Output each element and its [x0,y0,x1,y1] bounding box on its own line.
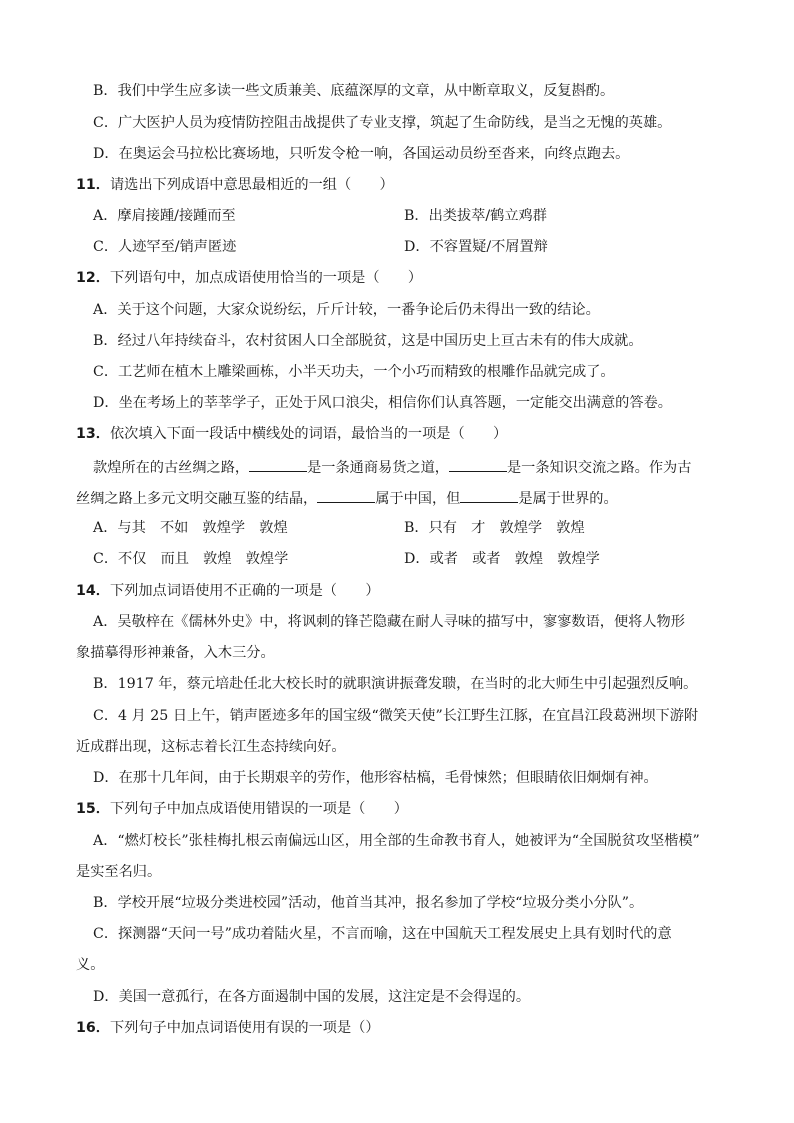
q12-option-a: A．关于这个问题，大家众说纷纭，斤斤计较，一番争论后仍未得出一致的结论。 [93,302,600,318]
q14-option-a-line-1: A．吴敬梓在《儒林外史》中，将讽刺的锋芒隐藏在耐人寻味的描写中，寥寥数语，便将人物形 [93,614,685,630]
question-11 [76,176,394,194]
question-13 [76,425,507,443]
q13-option-c: C．不仅 而且 敦煌 敦煌学 [93,551,289,567]
question-number: 15． [76,801,110,817]
q11-option-c: C．人迹罕至/销声匿迹 [93,239,237,255]
q15-option-b: B．学校开展“垃圾分类进校园”活动，他首当其冲，报名参加了学校“垃圾分类小分队”。 [93,895,644,911]
q14-option-a-line-2: 象描摹得形神兼备，入木三分。 [76,645,275,661]
fill-blank [317,488,375,503]
fill-blank [249,457,307,472]
q11-option-a: A．摩肩接踵/接踵而至 [93,208,236,224]
q12-option-b: B．经过八年持续奋斗，农村贫困人口全部脱贫，这是中国历史上亘古未有的伟大成就。 [93,333,643,349]
fill-blank [449,457,507,472]
q11-option-d: D．不容置疑/不屑置辩 [404,239,548,255]
q12-option-c: C．工艺师在植木上雕梁画栋，小半天功夫，一个小巧而精致的根雕作品就完成了。 [93,364,615,380]
question-stem: 下列句子中加点词语使用有误的一项是（） [109,1020,380,1036]
question-14 [76,582,380,600]
question-number: 11． [76,177,110,193]
question-15 [76,800,408,818]
passage-text: 丝绸之路上多元文明交融互鉴的结晶， [76,491,318,507]
q13-passage-line-2 [76,488,618,508]
fill-blank [460,488,518,503]
question-number: 16． [76,1020,110,1036]
question-stem: 下列语句中，加点成语使用恰当的一项是（ ） [109,270,423,286]
q11-option-b: B．出类拔萃/鹤立鸡群 [404,208,547,224]
q15-option-a-line-1: A．“燃灯校长”张桂梅扎根云南偏远山区，用全部的生命教书育人，她被评为“全国脱贫攻坚楷模” [93,833,700,849]
q15-option-c-line-2: 义。 [76,957,105,973]
option-d-prev: D．在奥运会马拉松比赛场地，只听发令枪一响，各国运动员纷至沓来，向终点跑去。 [93,146,630,162]
q15-option-c-line-1: C．探测器“天问一号”成功着陆火星，不言而喻，这在中国航天工程发展史上具有划时代的意 [93,926,672,942]
q13-option-d: D．或者 或者 敦煌 敦煌学 [404,551,600,567]
q13-passage-line-1 [93,457,691,477]
q14-option-b: B．1917 年，蔡元培赴任北大校长时的就职演讲振聋发聩，在当时的北大师生中引起强烈反响。 [93,676,698,692]
passage-text: 是一条通商易货之道， [307,460,449,476]
question-number: 13． [76,426,110,442]
question-stem: 请选出下列成语中意思最相近的一组（ ） [109,177,394,193]
passage-text: 属于中国，但 [375,491,461,507]
q14-option-d: D．在那十几年间，由于长期艰辛的劳作，他形容枯槁，毛骨悚然；但眼睛依旧炯炯有神。 [93,770,658,786]
passage-text: 是一条知识交流之路。作为古 [506,460,692,476]
question-12 [76,269,422,287]
q15-option-a-line-2: 是实至名归。 [76,864,162,880]
question-number: 14． [76,583,110,599]
option-c-prev: C．广大医护人员为疫情防控阻击战提供了专业支撑，筑起了生命防线，是当之无愧的英雄。 [93,115,672,131]
question-16 [76,1019,380,1037]
q12-option-d: D．坐在考场上的莘莘学子，正处于风口浪尖，相信你们认真答题，一定能交出满意的答卷。 [93,395,672,411]
q14-option-c-line-2: 近成群出现，这标志着长江生态持续向好。 [76,739,346,755]
q13-option-b: B．只有 才 敦煌学 敦煌 [404,520,585,536]
q13-option-a: A．与其 不如 敦煌学 敦煌 [93,520,288,536]
option-b-prev: B．我们中学生应多读一些文质兼美、底蕴深厚的文章，从中断章取义，反复斟酌。 [93,83,615,99]
question-stem: 下列加点词语使用不正确的一项是（ ） [109,583,380,599]
passage-text: 款煌所在的古丝绸之路， [93,460,250,476]
question-stem: 下列句子中加点成语使用错误的一项是（ ） [109,801,408,817]
q14-option-c-line-1: C．4 月 25 日上午，销声匿迹多年的国宝级“微笑天使”长江野生江豚，在宜昌江段葛洲坝下游附 [93,708,699,724]
question-number: 12． [76,270,110,286]
question-stem: 依次填入下面一段话中横线处的词语，最恰当的一项是（ ） [109,426,508,442]
passage-text: 是属于世界的。 [518,491,618,507]
q15-option-d: D．美国一意孤行，在各方面遏制中国的发展，这注定是不会得逞的。 [93,989,531,1005]
